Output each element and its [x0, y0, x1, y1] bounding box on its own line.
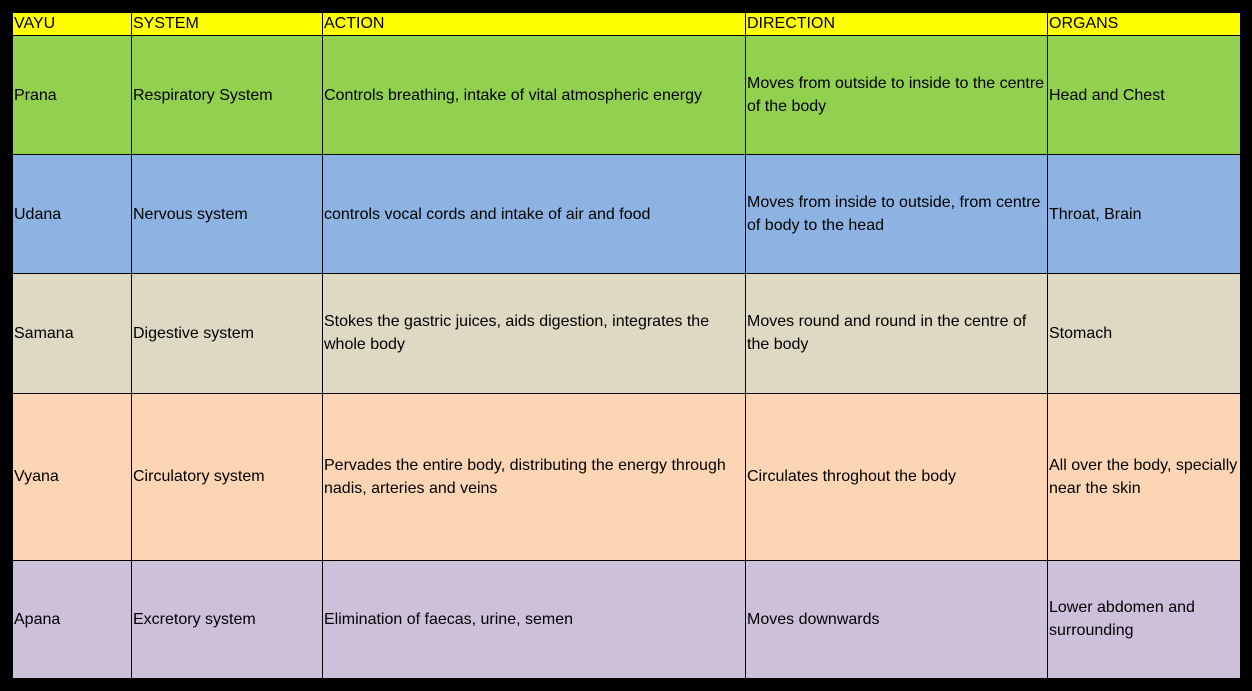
- action-cell: Stokes the gastric juices, aids digestion, integrates the whole body: [323, 274, 746, 393]
- vayu-cell: Vyana: [13, 393, 132, 560]
- action-cell: Elimination of faecas, urine, semen: [323, 560, 746, 678]
- vayu-table: [12, 12, 1241, 679]
- action-cell: Controls breathing, intake of vital atmospheric energy: [323, 36, 746, 155]
- vayu-table-container: [12, 12, 1240, 679]
- vayu-cell: Udana: [13, 155, 132, 274]
- action-cell: controls vocal cords and intake of air and food: [323, 155, 746, 274]
- direction-cell: Moves from outside to inside to the centre of the body: [746, 36, 1048, 155]
- table-row: [13, 393, 1241, 560]
- system-cell: Nervous system: [132, 155, 323, 274]
- system-cell: Respiratory System: [132, 36, 323, 155]
- table-row: [13, 36, 1241, 155]
- organs-cell: Throat, Brain: [1048, 155, 1241, 274]
- organs-cell: Lower abdomen and surrounding: [1048, 560, 1241, 678]
- table-row: [13, 155, 1241, 274]
- header-vayu: VAYU: [13, 13, 132, 36]
- direction-cell: Circulates throghout the body: [746, 393, 1048, 560]
- organs-cell: All over the body, specially near the skin: [1048, 393, 1241, 560]
- header-system: SYSTEM: [132, 13, 323, 36]
- header-organs: ORGANS: [1048, 13, 1241, 36]
- vayu-cell: Apana: [13, 560, 132, 678]
- system-cell: Digestive system: [132, 274, 323, 393]
- table-row: [13, 274, 1241, 393]
- direction-cell: Moves round and round in the centre of the body: [746, 274, 1048, 393]
- header-direction: DIRECTION: [746, 13, 1048, 36]
- organs-cell: Head and Chest: [1048, 36, 1241, 155]
- direction-cell: Moves downwards: [746, 560, 1048, 678]
- direction-cell: Moves from inside to outside, from centre of body to the head: [746, 155, 1048, 274]
- system-cell: Excretory system: [132, 560, 323, 678]
- vayu-cell: Samana: [13, 274, 132, 393]
- vayu-cell: Prana: [13, 36, 132, 155]
- table-row: [13, 560, 1241, 678]
- organs-cell: Stomach: [1048, 274, 1241, 393]
- action-cell: Pervades the entire body, distributing the energy through nadis, arteries and veins: [323, 393, 746, 560]
- header-action: ACTION: [323, 13, 746, 36]
- system-cell: Circulatory system: [132, 393, 323, 560]
- header-row: [13, 13, 1241, 36]
